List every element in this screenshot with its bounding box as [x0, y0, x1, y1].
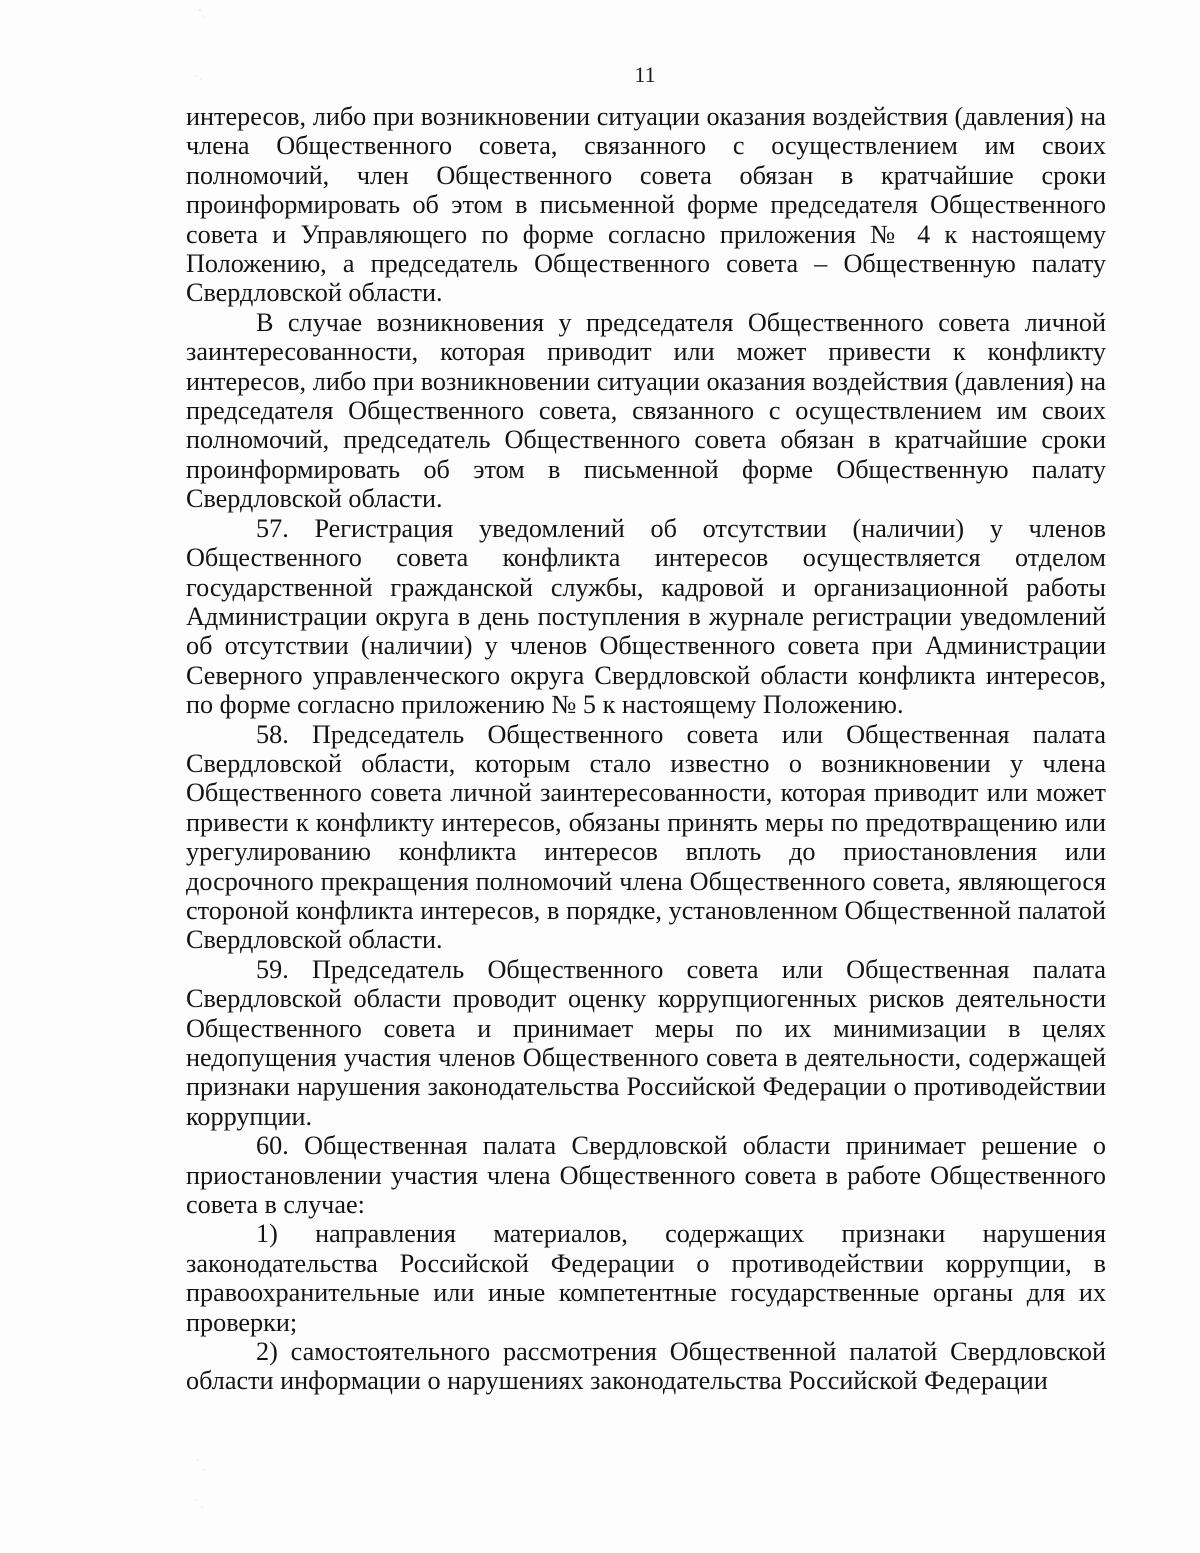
document-body: [186, 102, 1106, 1396]
paragraph-59: 59. Председатель Общественного совета или Общественная палата Свердловской области проводит оценку коррупциогенных рисков деятельности Общественного совета и принимает меры по их минимизации в целях недопущения участия членов Общественного совета в деятельности, содержащей признаки нарушения законодательства Российской Федерации о противодействии коррупции.: [186, 954, 1106, 1131]
list-item-1: 1) направления материалов, содержащих признаки нарушения законодательства Российской Федерации о противодействии коррупции, в правоохранительные или иные компетентные государственные органы для их проверки;: [186, 1219, 1106, 1337]
paragraph-continuation: интересов, либо при возникновении ситуации оказания воздействия (давления) на члена Общественного совета, связанного с осуществлением им своих полномочий, член Общественного совета обязан в кратчайшие сроки проинформировать об этом в письменной форме председателя Общественного совета и Управляющего по форме согласно приложения № 4 к настоящему Положению, а председатель Общественного совета – Общественную палату Свердловской области.: [186, 102, 1106, 308]
paragraph-60: 60. Общественная палата Свердловской области принимает решение о приостановлении участия члена Общественного совета в работе Общественного совета в случае:: [186, 1131, 1106, 1220]
list-item-2: 2) самостоятельного рассмотрения Общественной палатой Свердловской области информации о нарушениях законодательства Российской Федерации: [186, 1337, 1106, 1396]
page-number: 11: [634, 62, 656, 87]
paragraph-58: 58. Председатель Общественного совета или Общественная палата Свердловской области, которым стало известно о возникновении у члена Общественного совета личной заинтересованности, которая приводит или может привести к конфликту интересов, обязаны принять меры по предотвращению или урегулированию конфликта интересов вплоть до приостановления или досрочного прекращения полномочий члена Общественного совета, являющегося стороной конфликта интересов, в порядке, установленном Общественной палатой Свердловской области.: [186, 719, 1106, 955]
paragraph-57: 57. Регистрация уведомлений об отсутствии (наличии) у членов Общественного совета конфликта интересов осуществляется отделом государственной гражданской службы, кадровой и организационной работы Администрации округа в день поступления в журнале регистрации уведомлений об отсутствии (наличии) у членов Общественного совета при Администрации Северного управленческого округа Свердловской области конфликта интересов, по форме согласно приложению № 5 к настоящему Положению.: [186, 513, 1106, 720]
paragraph-chairman-conflict: В случае возникновения у председателя Общественного совета личной заинтересованности, которая приводит или может привести к конфликту интересов, либо при возникновении ситуации оказания воздействия (давления) на председателя Общественного совета, связанного с осуществлением им своих полномочий, председатель Общественного совета обязан в кратчайшие сроки проинформировать об этом в письменной форме Общественную палату Свердловской области.: [186, 307, 1106, 514]
